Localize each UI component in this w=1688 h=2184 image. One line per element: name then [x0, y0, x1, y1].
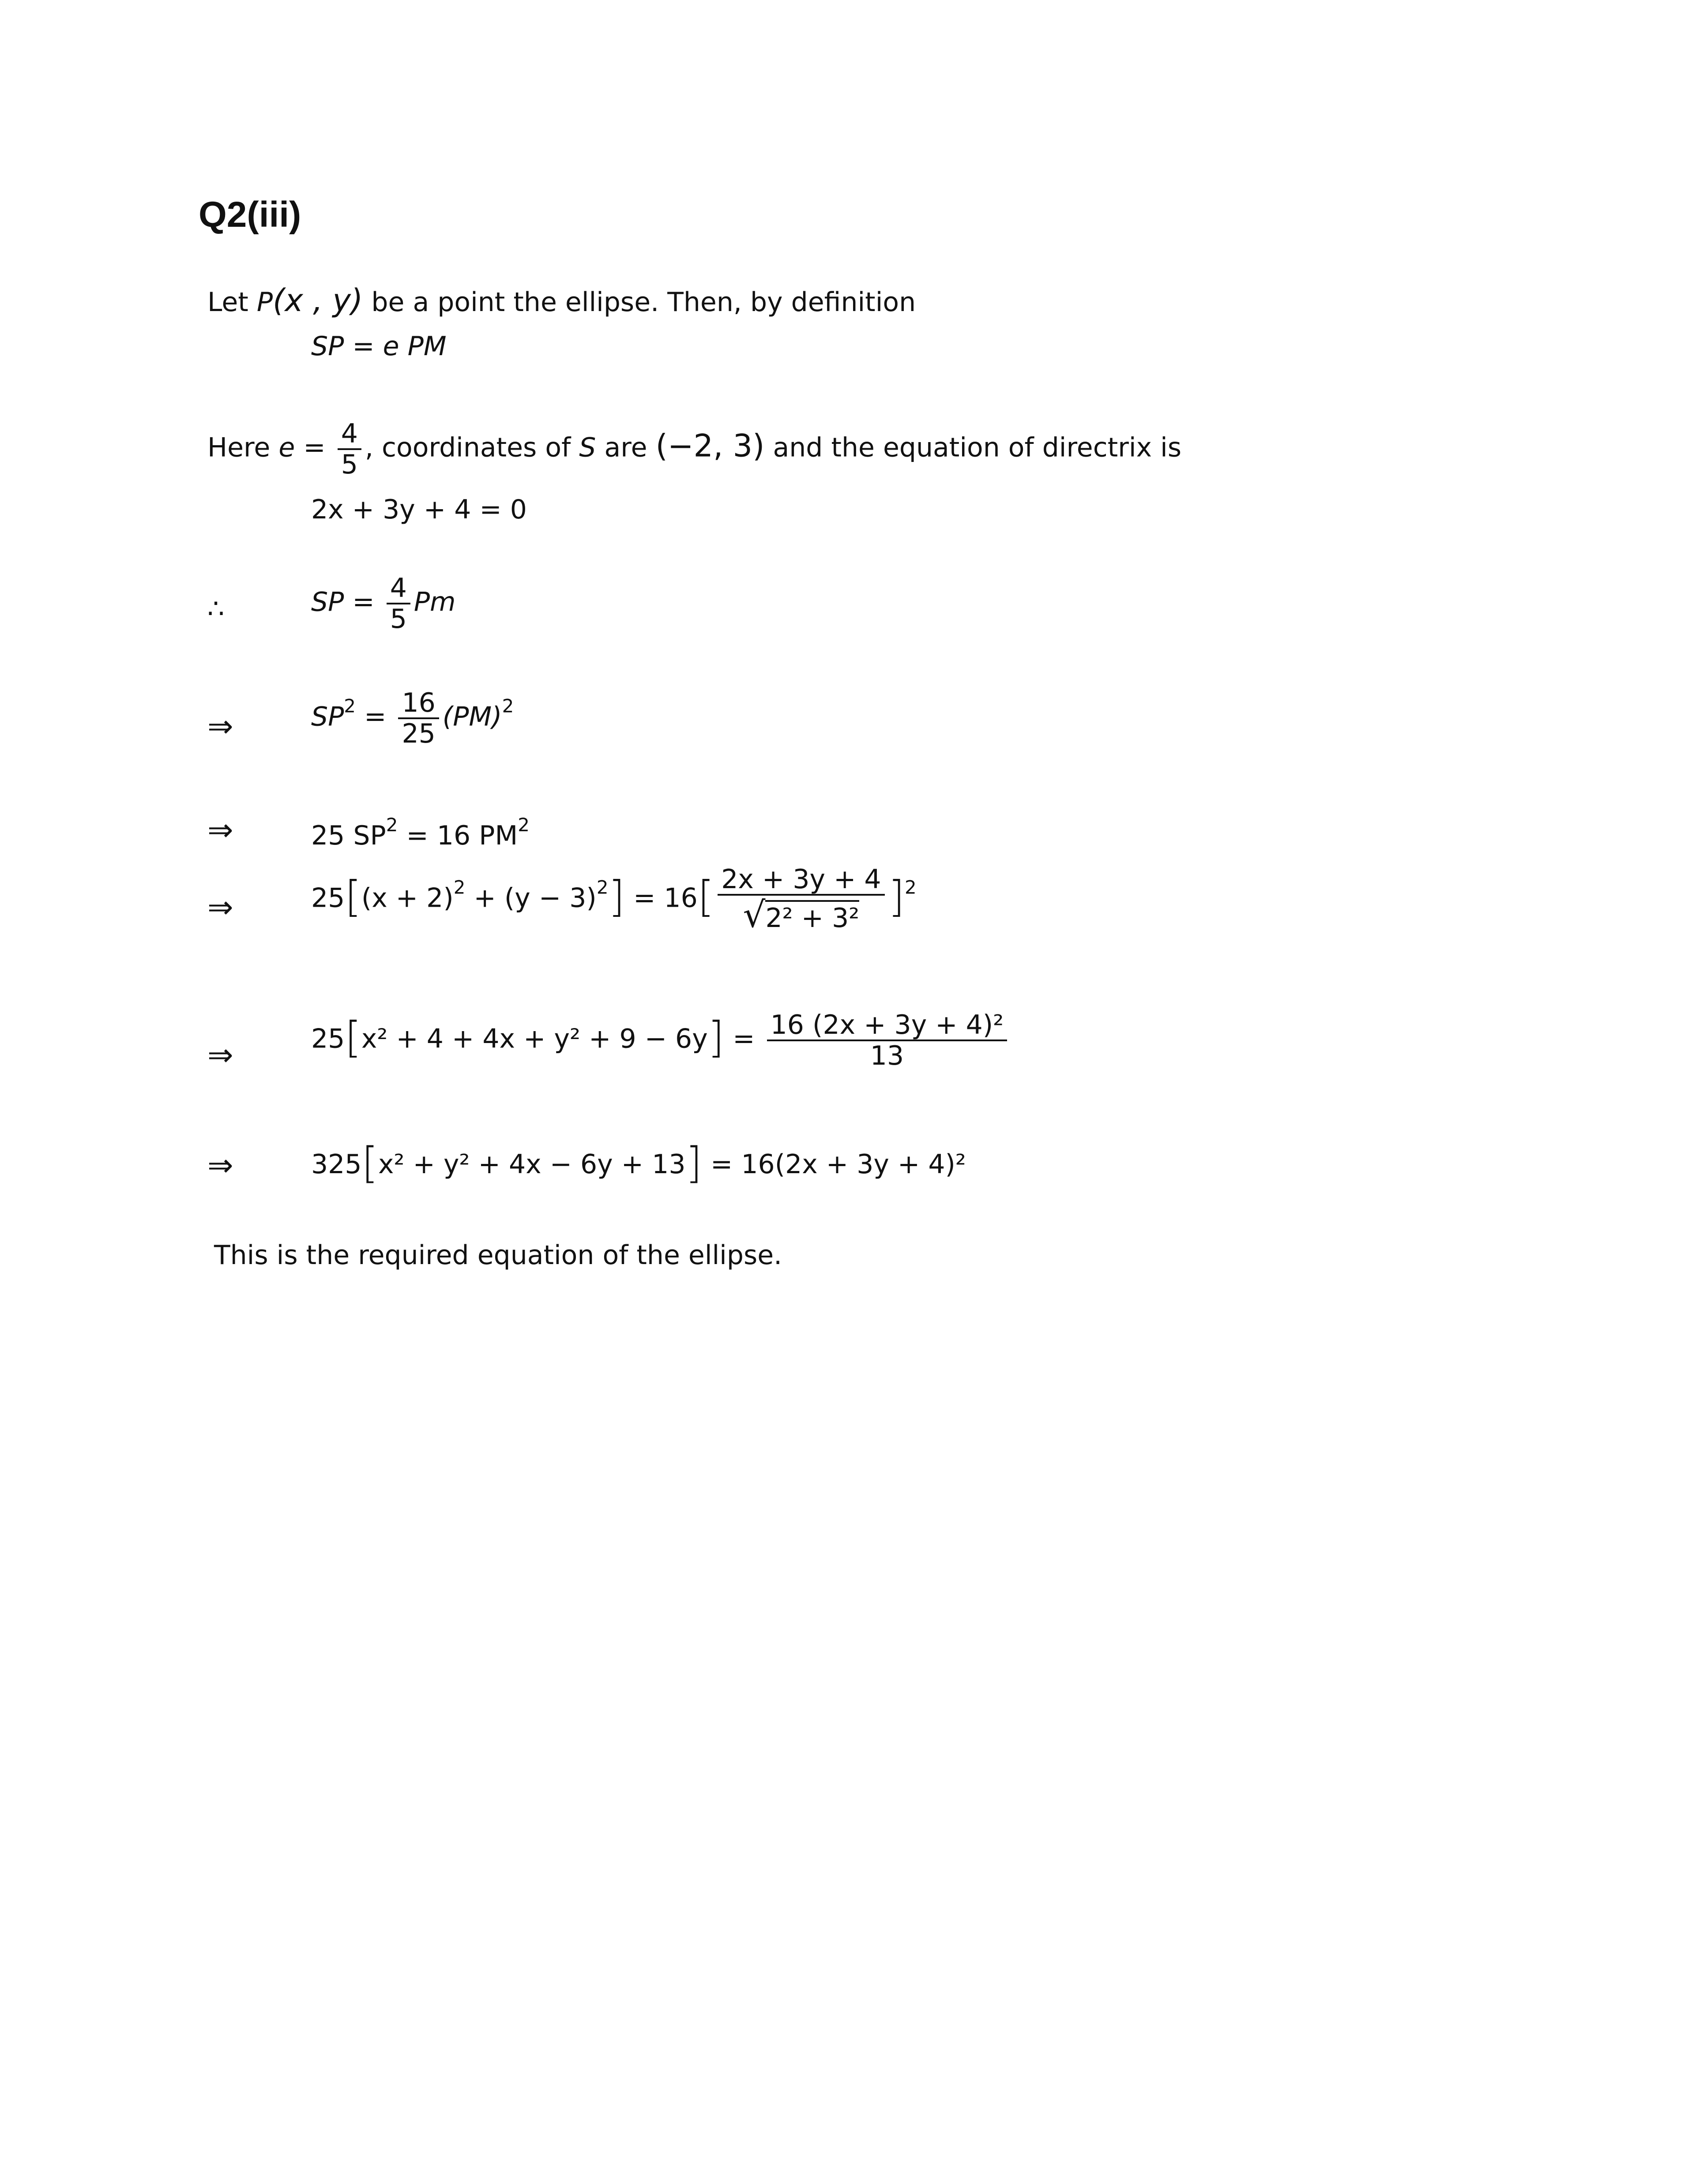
bracket: ] [608, 872, 625, 922]
bracket: ] [707, 1013, 725, 1062]
step1-fraction [387, 574, 410, 634]
exponent: 2 [344, 695, 356, 717]
step4-term-a: (x + 2) [361, 882, 454, 914]
given-tail: and the equation of directrix is [764, 432, 1182, 463]
step6-equation [311, 1138, 966, 1188]
intro-line [207, 282, 916, 319]
equals: = [724, 1023, 763, 1054]
question-heading: Q2(iii) [199, 195, 301, 235]
step6-lhs: 325 [311, 1149, 362, 1180]
step1-lhs: SP = [311, 586, 383, 618]
exponent: 2 [905, 876, 917, 898]
focus-coords: (−2, 3) [655, 428, 765, 464]
given-e: e [278, 432, 295, 463]
step6-inner: x² + y² + 4x − 6y + 13 [378, 1149, 686, 1180]
implies-arrow: ⇒ [207, 1147, 233, 1183]
bracket: [ [345, 872, 361, 922]
frac-den: 5 [341, 449, 358, 480]
step4-lhs: 25 [311, 882, 345, 914]
frac-num: 16 (2x + 3y + 4)² [767, 1010, 1008, 1041]
step3-rhs: = 16 PM [398, 820, 518, 851]
given-are: are [596, 432, 656, 463]
frac-den: 5 [390, 604, 407, 634]
step6-rhs: = 16(2x + 3y + 4)² [702, 1149, 966, 1180]
directrix-equation: 2x + 3y + 4 = 0 [311, 494, 527, 525]
given-line [207, 419, 1181, 479]
frac-den: 13 [870, 1040, 904, 1071]
implies-arrow: ⇒ [207, 812, 233, 848]
step5-lhs: 25 [311, 1023, 345, 1054]
implies-arrow: ⇒ [207, 708, 233, 744]
frac-den: 25 [402, 718, 436, 749]
implies-arrow: ⇒ [207, 889, 233, 925]
therefore-symbol: ∴ [207, 593, 225, 624]
step2-equation [311, 688, 514, 748]
exponent: 2 [518, 814, 530, 836]
bracket: ] [685, 1138, 702, 1188]
given-s: S [579, 432, 596, 463]
intro-let: Let [207, 287, 257, 318]
frac-num: 4 [387, 574, 410, 604]
step4-term-b: + (y − 3) [465, 882, 597, 914]
exponent: 2 [596, 876, 609, 898]
point-p: P [256, 287, 273, 318]
sqrt-sign: √ [743, 894, 766, 935]
exponent: 2 [502, 695, 514, 717]
equals: = [356, 701, 395, 732]
bracket: [ [361, 1138, 378, 1188]
step5-equation [311, 1010, 1011, 1070]
step2-rhs: (PM) [442, 701, 502, 732]
step2-fraction [398, 688, 439, 748]
step3-lhs: 25 SP [311, 820, 386, 851]
bracket: ] [888, 872, 905, 922]
step5-fraction [767, 1010, 1008, 1070]
step5-inner: x² + 4 + 4x + y² + 9 − 6y [361, 1023, 708, 1054]
step4-eq: = 16 [625, 882, 698, 914]
definition-equation: SP = e PM [311, 331, 447, 362]
bracket: [ [345, 1013, 361, 1062]
frac-den [718, 896, 884, 934]
step3-equation [311, 814, 530, 851]
point-coords: (x , y) [273, 282, 363, 319]
given-eq: = [295, 432, 334, 463]
step4-equation [311, 865, 917, 934]
frac-num: 2x + 3y + 4 [718, 865, 884, 896]
implies-arrow: ⇒ [207, 1037, 233, 1073]
step2-lhs: SP [311, 701, 344, 732]
conclusion-text: This is the required equation of the ellipse. [214, 1240, 782, 1271]
frac-num: 16 [398, 688, 439, 719]
frac-num: 4 [338, 419, 361, 450]
given-here: Here [207, 432, 279, 463]
exponent: 2 [386, 814, 398, 836]
sqrt-radicand: 2² + 3² [765, 900, 859, 934]
eccentricity-fraction [338, 419, 361, 479]
step1-rhs: Pm [414, 586, 456, 618]
step4-fraction [718, 865, 884, 934]
exponent: 2 [453, 876, 466, 898]
intro-rest: be a point the ellipse. Then, by definition [363, 287, 916, 318]
given-mid: , coordinates of [365, 432, 579, 463]
step1-equation [311, 574, 456, 634]
bracket: [ [697, 872, 714, 922]
